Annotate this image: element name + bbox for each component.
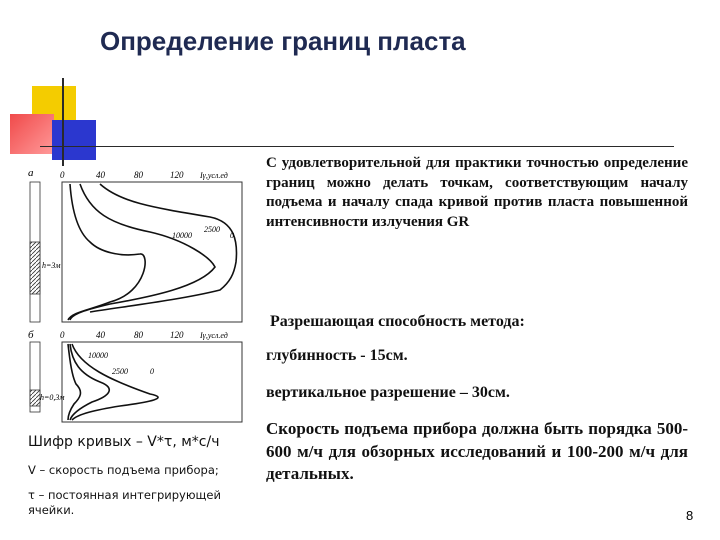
panel-a-depth-label: h=3м <box>42 261 61 270</box>
panel-a-curve-label-2500: 2500 <box>204 225 220 234</box>
boundary-paragraph: С удовлетворительной для практики точностью определение границ можно делать точкам, соответствующим началу подъема и началу спада кривой против пласта повышенной интенсивности излучения GR <box>266 155 688 230</box>
vertical-resolution-line: вертикальное разрешение – 30см. <box>266 384 510 401</box>
panel-b-label: б <box>28 329 34 341</box>
panel-a-axis-unit: Iγ,усл.ед <box>200 171 228 180</box>
panel-b-tick-40: 40 <box>96 330 105 340</box>
panel-b-curve-label-0: 0 <box>150 367 154 376</box>
panel-a-tick-80: 80 <box>134 170 143 180</box>
caption-curve-code: Шифр кривых – V*τ, м*с/ч <box>28 434 220 450</box>
decor-vertical-line <box>62 78 64 166</box>
panel-b-layer <box>30 390 40 406</box>
panel-b-depth-label: h=0,3м <box>40 393 65 402</box>
decor-blue-square <box>52 120 96 160</box>
panel-a-label: а <box>28 167 34 179</box>
panel-b-tick-120: 120 <box>170 330 184 340</box>
title-divider <box>40 146 674 147</box>
panel-a-plot-frame <box>62 182 242 322</box>
log-figure <box>0 162 260 432</box>
panel-b-axis-unit: Iγ,усл.ед <box>200 331 228 340</box>
decor-red-square <box>10 114 54 154</box>
page-title: Определение границ пласта <box>100 26 466 56</box>
panel-b-curve-label-2500: 2500 <box>112 367 128 376</box>
panel-a-layer <box>30 242 40 294</box>
speed-paragraph: Скорость подъема прибора должна быть порядка 500-600 м/ч для обзорных исследований и 100-200 м/ч для детальных. <box>266 419 688 483</box>
panel-a-curve-label-0: 0 <box>230 231 234 240</box>
panel-b-curve-0 <box>72 344 158 420</box>
panel-b-tick-80: 80 <box>134 330 143 340</box>
panel-b-tick-0: 0 <box>60 330 65 340</box>
page-number: 8 <box>686 508 694 523</box>
caption-speed: V – скорость подъема прибора; <box>28 463 219 477</box>
panel-a-tick-40: 40 <box>96 170 105 180</box>
panel-a-tick-120: 120 <box>170 170 184 180</box>
resolution-heading: Разрешающая способность метода: <box>270 313 525 330</box>
panel-a-curve-label-10000: 10000 <box>172 231 192 240</box>
depth-line: глубинность - 15см. <box>266 347 408 364</box>
panel-b-curve-label-10000: 10000 <box>88 351 108 360</box>
panel-a-tick-0: 0 <box>60 170 65 180</box>
caption-time-constant: τ – постоянная интегрирующей ячейки. <box>28 488 221 517</box>
